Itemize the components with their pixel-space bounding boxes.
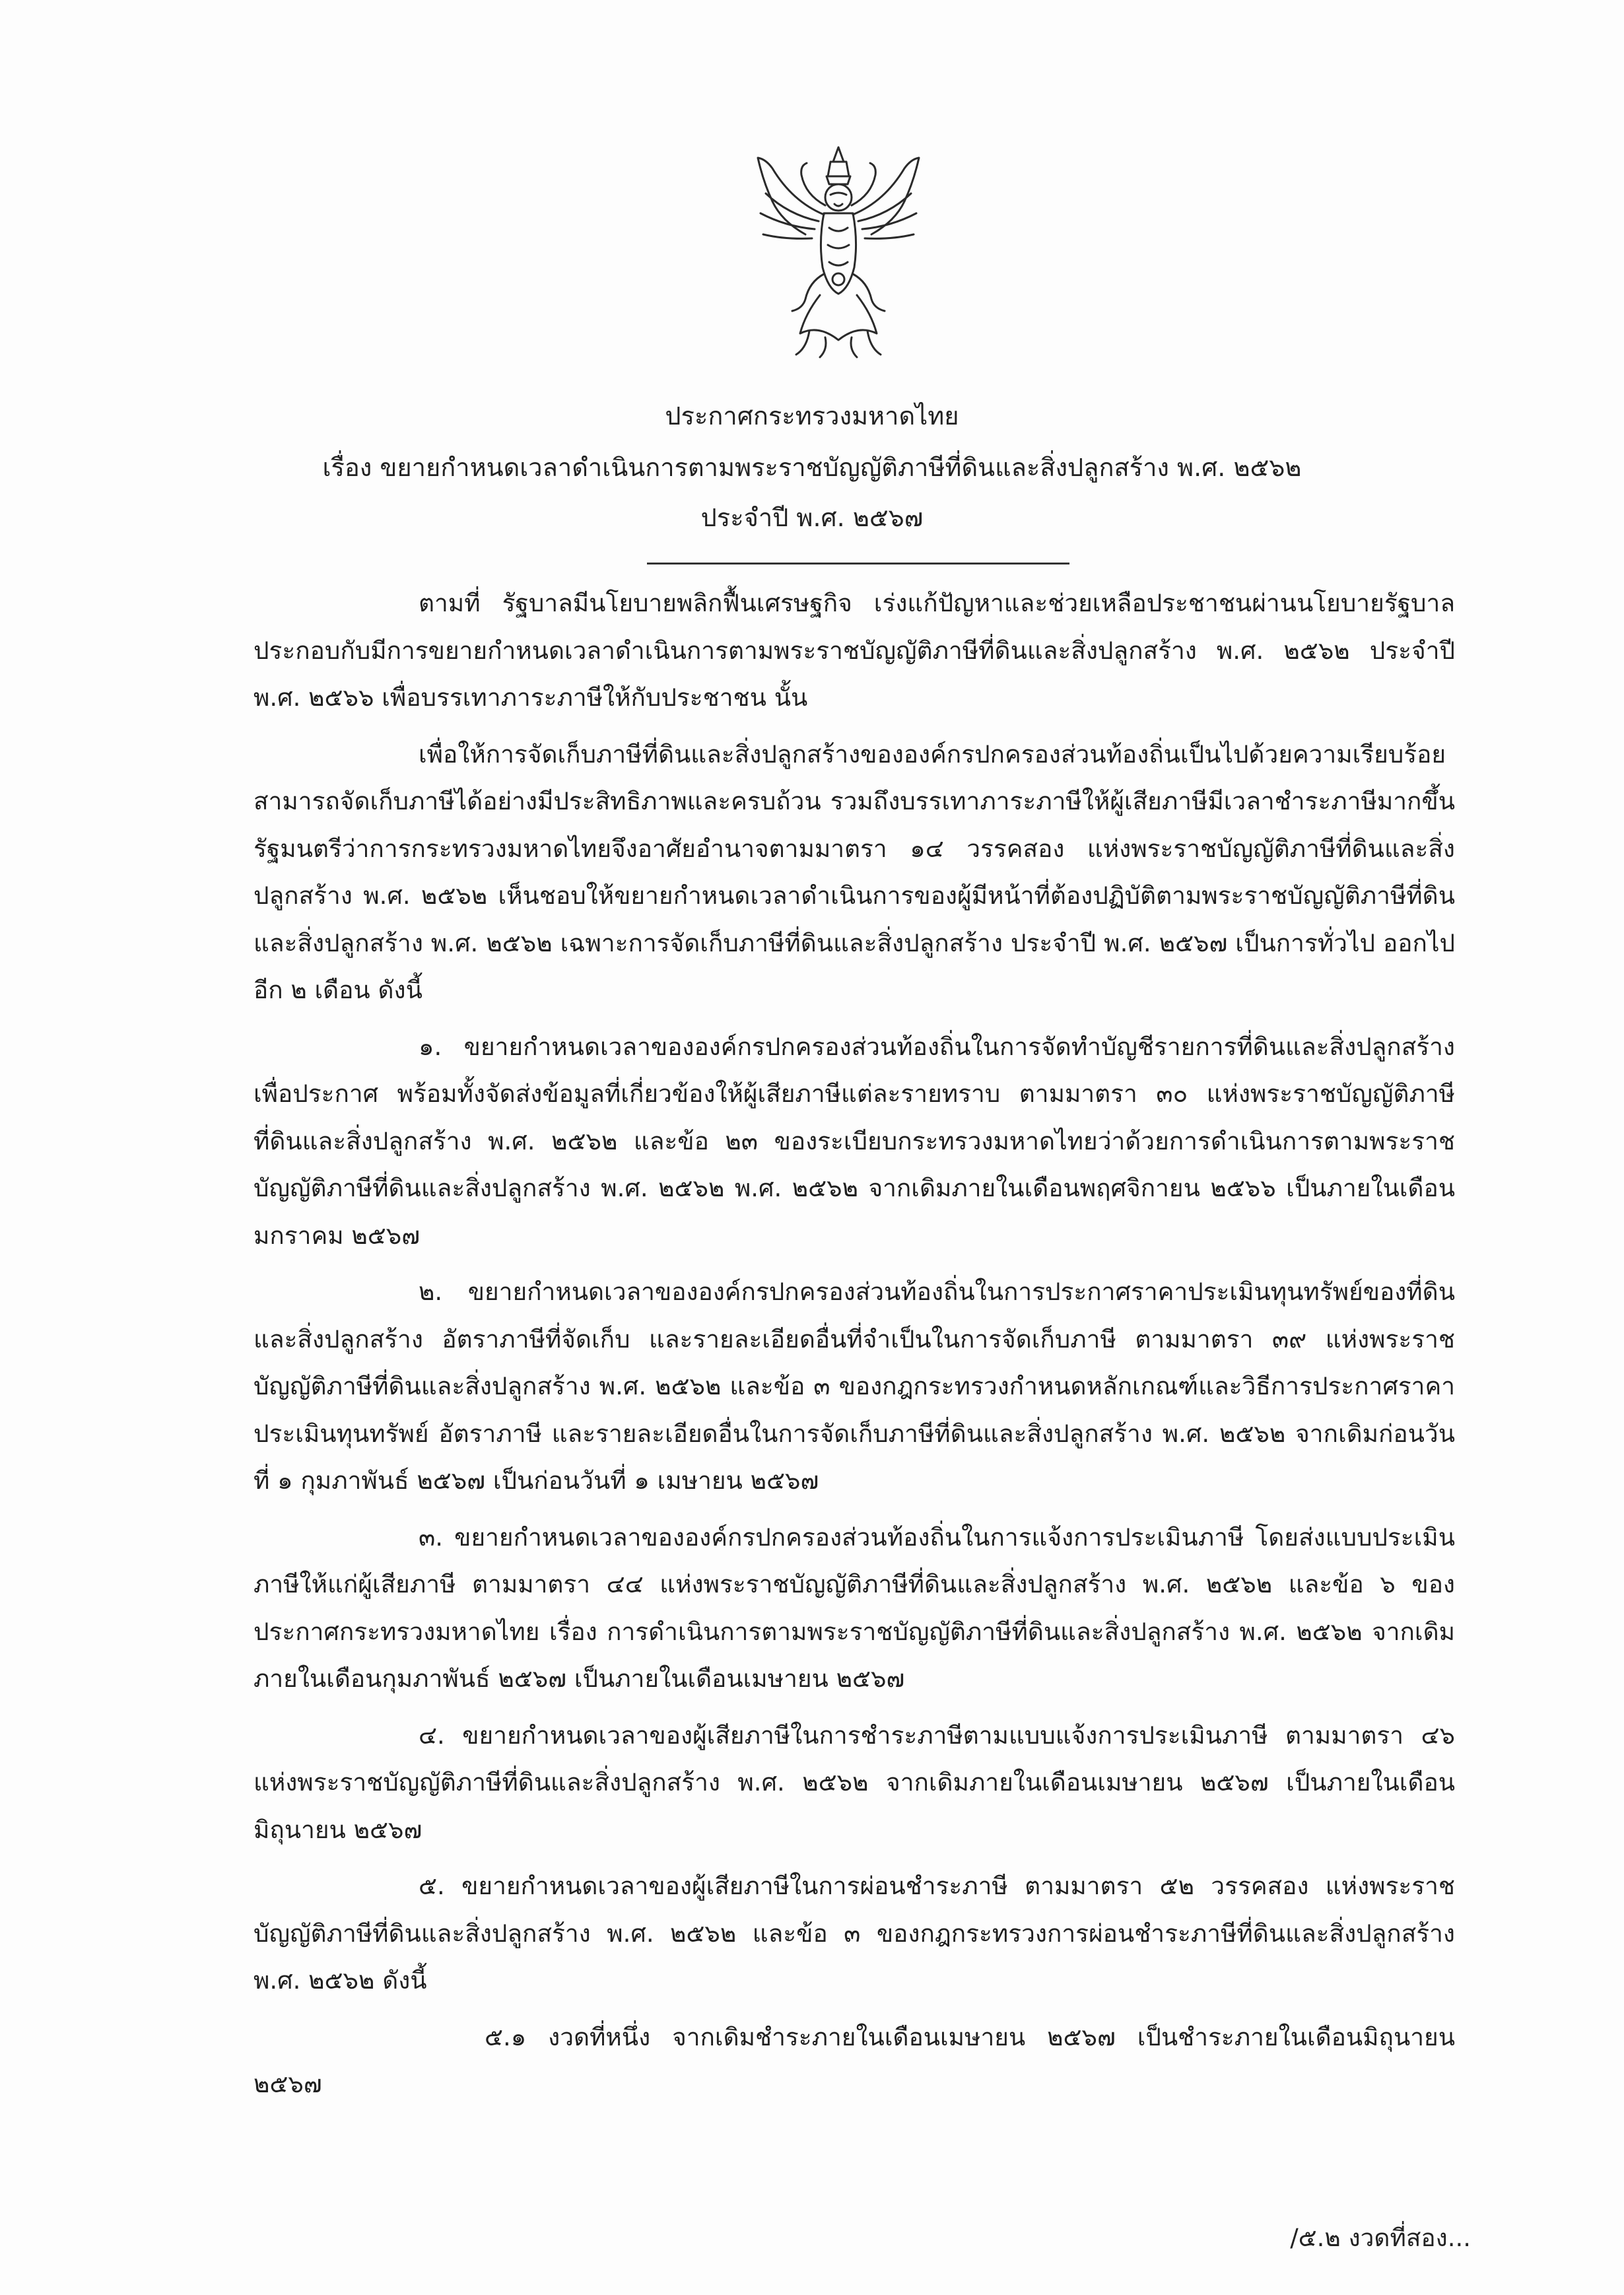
preamble-paragraph: ตามที่ รัฐบาลมีนโยบายพลิกฟื้นเศรษฐกิจ เร่งแก้ปัญหาและช่วยเหลือประชาชนผ่านนโยบายรัฐบาล ประกอบกับมีการขยายกำหนดเวลาดำเนินการตามพระราชบัญญัติภาษีที่ดินและสิ่งปลูกสร้าง พ.ศ. ๒๕๖๒ ประจำปี พ.ศ. ๒๕๖๖ เพื่อบรรเทาภาระภาษีให้กับประชาชน นั้น [254, 589, 1455, 712]
item-5-paragraph: ๕. ขยายกำหนดเวลาของผู้เสียภาษีในการผ่อนชำระภาษี ตามมาตรา ๕๒ วรรคสอง แห่งพระราชบัญญัติภาษีที่ดินและสิ่งปลูกสร้าง พ.ศ. ๒๕๖๒ และข้อ ๓ ของกฎกระทรวงการผ่อนชำระภาษีที่ดินและสิ่งปลูกสร้าง พ.ศ. ๒๕๖๒ ดังนี้ [254, 1872, 1455, 1995]
item-5-1-paragraph: ๕.๑ งวดที่หนึ่ง จากเดิมชำระภายในเดือนเมษายน ๒๕๖๗ เป็นชำระภายในเดือนมิถุนายน ๒๕๖๗ [254, 2022, 1455, 2098]
announcement-body [254, 580, 1455, 2108]
title-divider [647, 563, 1069, 565]
garuda-emblem-icon [746, 142, 931, 360]
announcement-year: ประจำปี พ.ศ. ๒๕๖๗ [700, 503, 924, 532]
item-3-paragraph: ๓. ขยายกำหนดเวลาขององค์กรปกครองส่วนท้องถิ่นในการแจ้งการประเมินภาษี โดยส่งแบบประเมินภาษีให้แก่ผู้เสียภาษี ตามมาตรา ๔๔ แห่งพระราชบัญญัติภาษีที่ดินและสิ่งปลูกสร้าง พ.ศ. ๒๕๖๒ และข้อ ๖ ของประกาศกระทรวงมหาดไทย เรื่อง การดำเนินการตามพระราชบัญญัติภาษีที่ดินและสิ่งปลูกสร้าง พ.ศ. ๒๕๖๒ จากเดิมภายในเดือนกุมภาพันธ์ ๒๕๖๗ เป็นภายในเดือนเมษายน ๒๕๖๗ [254, 1523, 1455, 1693]
purpose-paragraph: เพื่อให้การจัดเก็บภาษีที่ดินและสิ่งปลูกสร้างขององค์กรปกครองส่วนท้องถิ่นเป็นไปด้วยความเรียบร้อย สามารถจัดเก็บภาษีได้อย่างมีประสิทธิภาพและครบถ้วน รวมถึงบรรเทาภาระภาษีให้ผู้เสียภาษีมีเวลาชำระภาษีมากขึ้น รัฐมนตรีว่าการกระทรวงมหาดไทยจึงอาศัยอำนาจตามมาตรา ๑๔ วรรคสอง แห่งพระราชบัญญัติภาษีที่ดินและสิ่งปลูกสร้าง พ.ศ. ๒๕๖๒ เห็นชอบให้ขยายกำหนดเวลาดำเนินการของผู้มีหน้าที่ต้องปฏิบัติตามพระราชบัญญัติภาษีที่ดินและสิ่งปลูกสร้าง พ.ศ. ๒๕๖๒ เฉพาะการจัดเก็บภาษีที่ดินและสิ่งปลูกสร้าง ประจำปี พ.ศ. ๒๕๖๗ เป็นการทั่วไป ออกไปอีก ๒ เดือน ดังนี้ [254, 739, 1455, 1004]
announcement-subject: เรื่อง ขยายกำหนดเวลาดำเนินการตามพระราชบัญญัติภาษีที่ดินและสิ่งปลูกสร้าง พ.ศ. ๒๕๖๒ [322, 453, 1302, 482]
item-4-paragraph: ๔. ขยายกำหนดเวลาของผู้เสียภาษีในการชำระภาษีตามแบบแจ้งการประเมินภาษี ตามมาตรา ๔๖ แห่งพระราชบัญญัติภาษีที่ดินและสิ่งปลูกสร้าง พ.ศ. ๒๕๖๒ จากเดิมภายในเดือนเมษายน ๒๕๖๗ เป็นภายในเดือนมิถุนายน ๒๕๖๗ [254, 1721, 1455, 1844]
item-2-paragraph: ๒. ขยายกำหนดเวลาขององค์กรปกครองส่วนท้องถิ่นในการประกาศราคาประเมินทุนทรัพย์ของที่ดินและสิ่งปลูกสร้าง อัตราภาษีที่จัดเก็บ และรายละเอียดอื่นที่จำเป็นในการจัดเก็บภาษี ตามมาตรา ๓๙ แห่งพระราชบัญญัติภาษีที่ดินและสิ่งปลูกสร้าง พ.ศ. ๒๕๖๒ และข้อ ๓ ของกฎกระทรวงกำหนดหลักเกณฑ์และวิธีการประกาศราคาประเมินทุนทรัพย์ อัตราภาษี และรายละเอียดอื่นในการจัดเก็บภาษีที่ดินและสิ่งปลูกสร้าง พ.ศ. ๒๕๖๒ จากเดิมก่อนวันที่ ๑ กุมภาพันธ์ ๒๕๖๗ เป็นก่อนวันที่ ๑ เมษายน ๒๕๖๗ [254, 1278, 1455, 1495]
item-1-paragraph: ๑. ขยายกำหนดเวลาขององค์กรปกครองส่วนท้องถิ่นในการจัดทำบัญชีรายการที่ดินและสิ่งปลูกสร้างเพื่อประกาศ พร้อมทั้งจัดส่งข้อมูลที่เกี่ยวข้องให้ผู้เสียภาษีแต่ละรายทราบ ตามมาตรา ๓๐ แห่งพระราชบัญญัติภาษีที่ดินและสิ่งปลูกสร้าง พ.ศ. ๒๕๖๒ และข้อ ๒๓ ของระเบียบกระทรวงมหาดไทยว่าด้วยการดำเนินการตามพระราชบัญญัติภาษีที่ดินและสิ่งปลูกสร้าง พ.ศ. ๒๕๖๒ พ.ศ. ๒๕๖๒ จากเดิมภายในเดือนพฤศจิกายน ๒๕๖๖ เป็นภายในเดือนมกราคม ๒๕๖๗ [254, 1032, 1455, 1250]
continuation-marker: /๕.๒ งวดที่สอง... [1290, 2224, 1471, 2252]
announcement-issuer: ประกาศกระทรวงมหาดไทย [665, 401, 959, 430]
